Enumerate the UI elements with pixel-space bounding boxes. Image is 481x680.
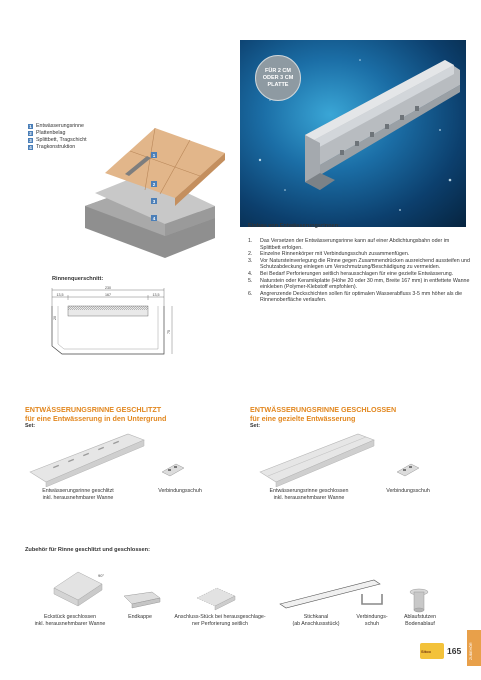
slotted-connector-caption: Verbindungsschuh: [158, 488, 202, 494]
install-step: 6. Angrenzende Deckschichten sollen für optimalen Wasserabfluss 3-5 mm höher als die Rinnenoberfläche verlaufen.: [248, 291, 470, 304]
install-step: 1. Das Versetzen der Entwässerungsrinne kann auf einer Abdichtungsbahn oder im Splittbett erfolgen.: [248, 238, 470, 251]
side-tab[interactable]: [467, 630, 481, 666]
cross-section-drawing: [24, 286, 174, 361]
accessory-caption: Anschluss-Stück bei herausgeschlage- ner Perforierung seitlich: [174, 614, 266, 627]
badge-line: FÜR 2 CM: [265, 67, 291, 74]
legend-number: 2: [29, 130, 32, 136]
connection-piece-image: [195, 586, 237, 612]
slotted-channel-caption: Entwässerungsrinne geschlitzt inkl. herausnehmbarer Wanne: [42, 488, 114, 501]
install-step: 3. Vor Natursteinverlegung die Rinne gegen Zusammendrücken ausreichend aussteifen und Schutzabdeckung einlegen um Verschmutzung/Beschädigung zu vermeiden.: [248, 257, 470, 271]
thickness-badge: [255, 55, 301, 101]
install-steps: [248, 238, 470, 304]
brand-logo: [420, 643, 444, 659]
slotted-title: ENTWÄSSERUNGSRINNE GESCHLITZT für eine Entwässerung in den Untergrund: [25, 405, 167, 423]
slotted-set-label: Set:: [25, 423, 36, 429]
closed-channel-image: [258, 432, 378, 487]
dim-height: 75: [167, 330, 171, 334]
slotted-connector-image: [160, 462, 186, 478]
dim-total: 230: [105, 286, 111, 291]
dim-inner: 167: [105, 293, 111, 297]
install-step-text: Bei Bedarf Perforierungen seitlich herausschlagen für eine gezielte Entwässerung.: [260, 270, 454, 277]
accessory-caption: Stichkanal (ab Anschlussstück): [292, 614, 340, 627]
legend-item: [28, 123, 87, 130]
accessory-caption: Ablaufstutzen Bodenablauf: [403, 614, 437, 627]
accessories-title: Zubehör für Rinne geschlitzt und geschlossen:: [25, 547, 150, 553]
page-number: 165: [447, 646, 462, 656]
outlet-spout-image: [406, 586, 432, 614]
dim-left: 13,5: [56, 293, 64, 297]
layer-diagram: [85, 118, 235, 258]
install-step: 2. Einzelne Rinnenkörper mit Verbindungsschuh zusammenfügen.: [248, 251, 410, 258]
marker-3: 3: [152, 198, 156, 204]
legend-label: Entwässerungsrinne: [36, 123, 84, 130]
marker-2: 2: [152, 181, 156, 187]
legend-item: [28, 137, 87, 144]
install-step-text: Angrenzende Deckschichten sollen für optimalen Wasserabfluss 3-5 mm höher als die Rinnenoberfläche verlaufen.: [260, 290, 463, 304]
legend-label: Splittbett, Tragschicht: [36, 137, 87, 144]
side-tab-label: ZUBEHÖR: [469, 642, 473, 660]
closed-set-label: Set:: [250, 423, 261, 429]
install-title: Einbau von Entwässerungsrinnen:: [248, 223, 340, 229]
legend-label: Tragkonstruktion: [36, 144, 76, 151]
closed-connector-image: [395, 462, 421, 478]
accessory-caption: Endkappe: [128, 614, 152, 620]
marker-4: 4: [152, 215, 156, 221]
dim-side: 20: [53, 316, 57, 320]
cross-section-title: Rinnenquerschnitt:: [52, 276, 104, 282]
legend-item: [28, 144, 87, 151]
closed-connector-caption: Verbindungsschuh: [386, 488, 430, 494]
install-step-text: Einzelne Rinnenkörper mit Verbindungsschuh zusammenfügen.: [260, 251, 410, 258]
install-step: 4. Bei Bedarf Perforierungen seitlich herausschlagen für eine gezielte Entwässerung.: [248, 270, 454, 277]
legend-number: 3: [29, 137, 32, 143]
install-step: 5. Naturstein oder Keramikplatte (Höhe 20 oder 30 mm, Breite 167 mm) in entfettete Wanne einkleben (Polymer-Klebstoff empfohlen).: [248, 277, 470, 291]
dim-right: 13,5: [152, 293, 160, 297]
accessory-caption: Verbindungs- schuh: [356, 614, 388, 627]
slotted-channel-image: [28, 432, 148, 487]
install-step-text: Vor Natursteinverlegung die Rinne gegen Zusammendrücken ausreichend aussteifen und Schutzabdeckung einlegen um Verschmutzung/Beschädigung zu vermeiden.: [260, 257, 470, 271]
corner-piece-image: [50, 566, 106, 612]
accessory-caption: Eckstück geschlossen inkl. herausnehmbarer Wanne: [34, 614, 106, 627]
legend-label: Plattenbelag: [36, 130, 66, 137]
install-step-text: Das Versetzen der Entwässerungsrinne kann auf einer Abdichtungsbahn oder im Splittbett erfolgen.: [260, 238, 450, 251]
layer-legend: [28, 123, 87, 151]
legend-number: 1: [29, 123, 32, 129]
angle-label: 90°: [98, 573, 105, 578]
badge-line: PLATTE: [267, 81, 289, 88]
legend-item: [28, 130, 87, 137]
end-cap-image: [122, 590, 162, 610]
legend-number: 4: [29, 144, 32, 150]
connector-shoe-image: [360, 590, 386, 608]
closed-title: ENTWÄSSERUNGSRINNE GESCHLOSSEN für eine gezielte Entwässerung: [250, 405, 397, 423]
marker-1: 1: [152, 152, 156, 158]
badge-line: ODER 3 CM: [262, 74, 294, 81]
logo-text: Sitoo: [421, 649, 431, 654]
install-step-text: Naturstein oder Keramikplatte (Höhe 20 oder 30 mm, Breite 167 mm) in entfettete Wanne einkleben (Polymer-Klebstoff empfohlen).: [260, 277, 470, 291]
closed-channel-caption: Entwässerungsrinne geschlossen inkl. herausnehmbarer Wanne: [269, 488, 349, 501]
